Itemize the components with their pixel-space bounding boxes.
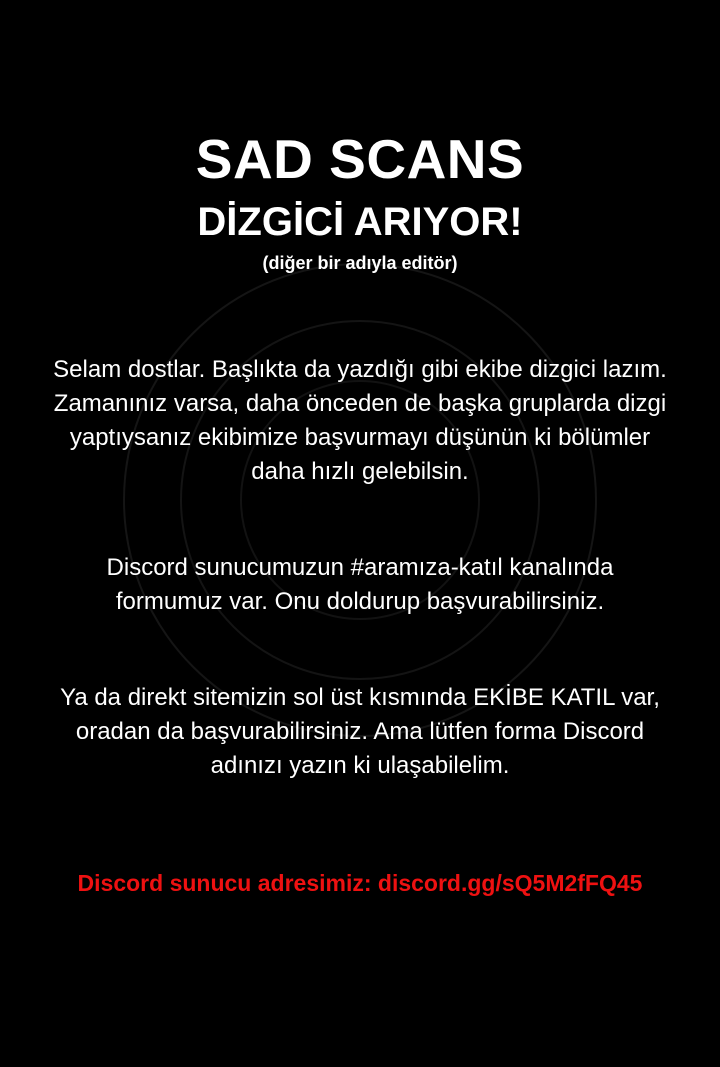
page-subtitle-note: (diğer bir adıyla editör) <box>262 253 458 273</box>
discord-invite-link[interactable]: Discord sunucu adresimiz: discord.gg/sQ5M2fFQ45 <box>77 870 643 897</box>
body-paragraph-3: Ya da direkt sitemizin sol üst kısmında EKİBE KATIL var, oradan da başvurabilirsiniz. Ama lütfen forma Discord adınızı yazın ki ulaşabilelim. <box>60 684 660 780</box>
body-paragraph-2: Discord sunucumuzun #aramıza-katıl kanalında formumuz var. Onu doldurup başvurabilirsiniz. <box>106 553 614 615</box>
body-paragraph-1: Selam dostlar. Başlıkta da yazdığı gibi ekibe dizgici lazım. Zamanınız varsa, daha önceden de başka gruplarda dizgi yaptıysanız ekibimize başvurmayı düşünün ki bölümler daha hızlı gelebilsin. <box>53 355 667 485</box>
page-subtitle: DİZGİCİ ARIYOR! <box>197 200 523 244</box>
page-title: SAD SCANS <box>195 128 525 190</box>
